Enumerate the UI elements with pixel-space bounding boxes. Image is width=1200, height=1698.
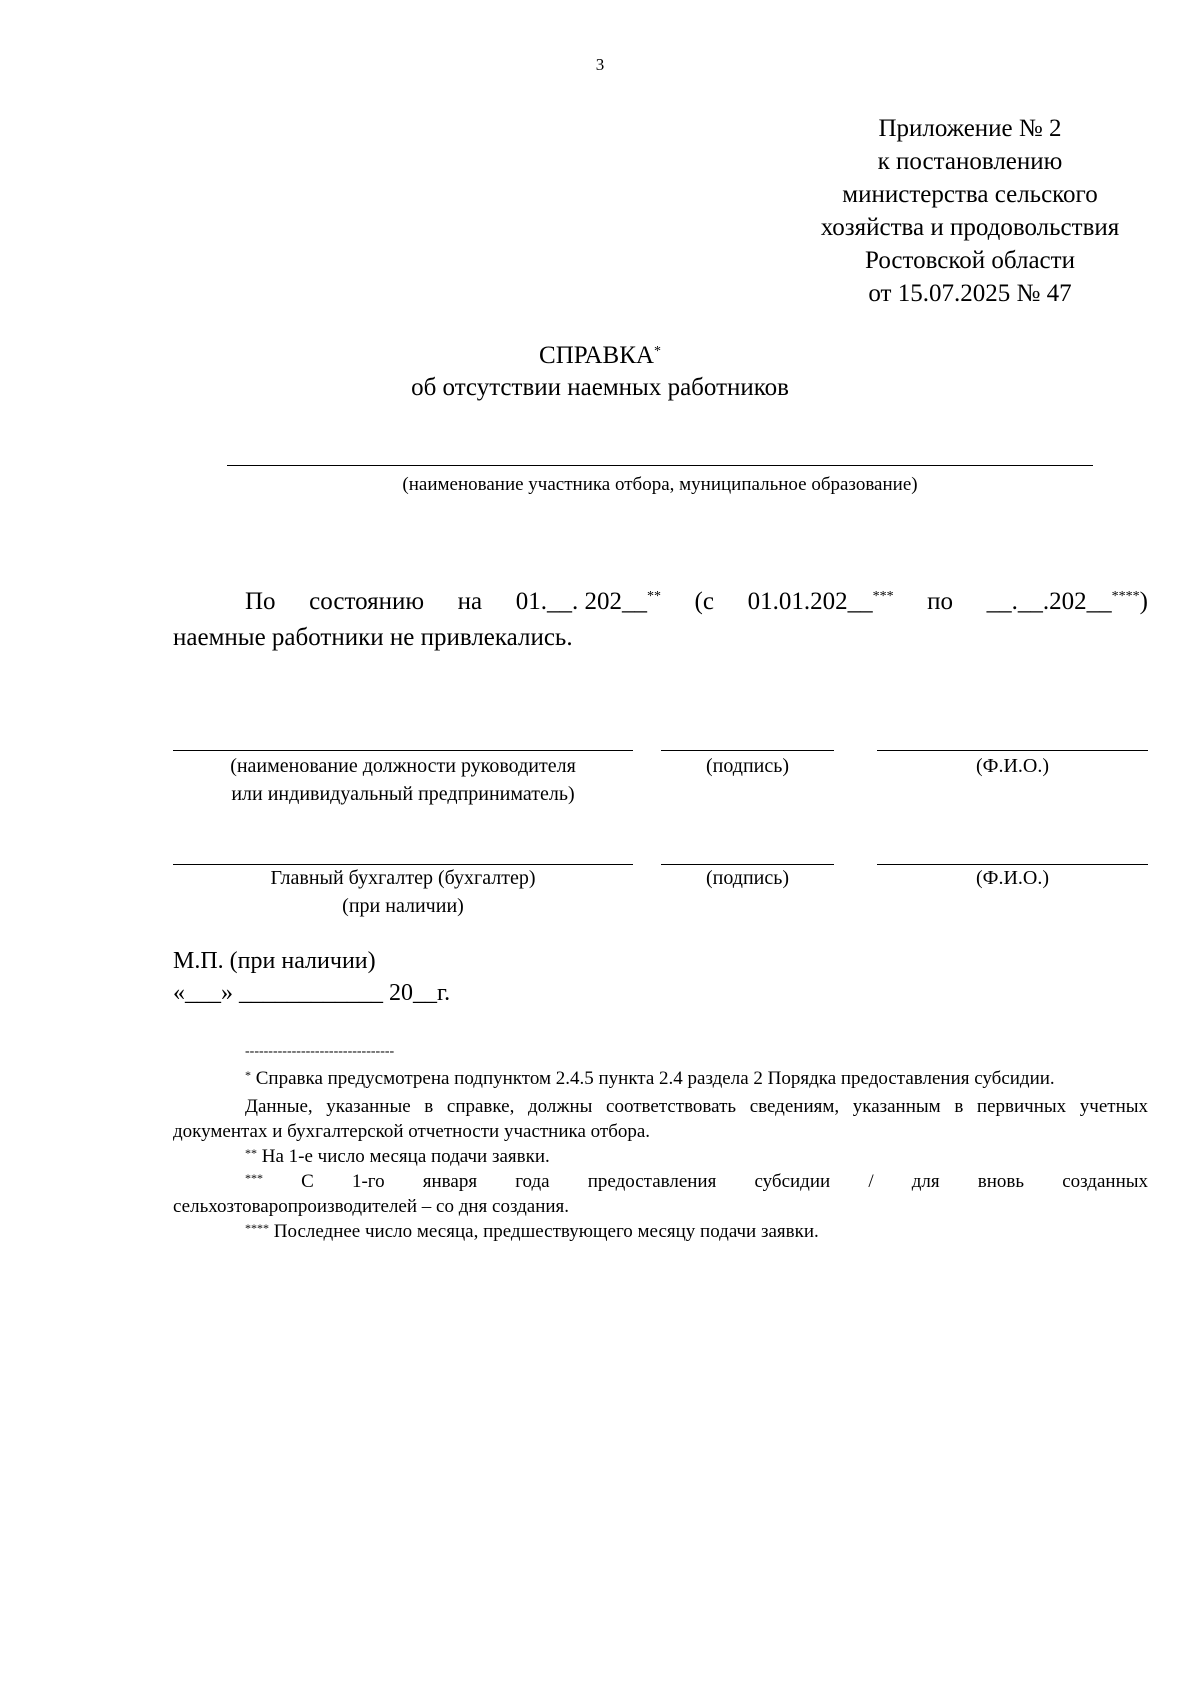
footnote-word: созданных [1062, 1171, 1148, 1192]
statement-word: на [457, 588, 483, 615]
footnote-3-line-1 [173, 1169, 1148, 1194]
head-name-caption: (Ф.И.О.) [975, 755, 1049, 777]
stamp-block [173, 945, 450, 1009]
head-name-line [877, 750, 1148, 751]
org-name-caption: (наименование участника отбора, муниципальное образование) [402, 474, 918, 495]
footnote-word: предоставления [587, 1171, 717, 1192]
title-heading: СПРАВКА [539, 342, 654, 369]
accountant-caption [173, 864, 633, 920]
page-number: 3 [595, 55, 605, 74]
footnote-3-line-2: сельхозтоваропроизводителей – со дня создания. [173, 1196, 570, 1217]
org-name-line [227, 465, 1093, 466]
appendix-block [760, 112, 1180, 310]
caption-line: или индивидуальный предприниматель) [231, 783, 575, 805]
footnote-word: субсидии [754, 1171, 831, 1192]
statement-word: __.__.202__ [986, 588, 1112, 615]
appendix-line: хозяйства и продовольствия [820, 214, 1120, 241]
document-title [0, 340, 1200, 404]
footnote-word: вновь [977, 1171, 1025, 1192]
footnote-word: для [911, 1171, 940, 1192]
statement-line-2: наемные работники не привлекались. [173, 624, 573, 651]
title-footnote-mark: * [653, 344, 661, 359]
head-position-line [173, 750, 633, 751]
statement-word: по [927, 588, 954, 615]
appendix-line: министерства сельского [842, 181, 1098, 208]
footnote-mark: * [245, 1068, 251, 1082]
footnote-mark: **** [1111, 589, 1140, 604]
statement-word: 01.01.202__ [747, 588, 873, 615]
footnote-word: 1-го [351, 1171, 385, 1192]
title-subheading: об отсутствии наемных работников [411, 374, 789, 401]
accountant-signature-caption: (подпись) [705, 867, 790, 889]
appendix-line: Ростовской области [865, 247, 1075, 274]
footnotes-block [173, 1066, 1148, 1244]
footnote-text: Последнее число месяца, предшествующего месяцу подачи заявки. [269, 1221, 819, 1242]
statement-word: 202__ [584, 588, 647, 615]
date-line: «___» ____________ 20__г. [173, 980, 451, 1006]
footnote-mark: **** [245, 1221, 269, 1235]
footnote-1 [173, 1066, 1148, 1091]
statement-word: (с [694, 588, 714, 615]
stamp-label: М.П. (при наличии) [173, 948, 376, 974]
footnote-mark: ** [646, 589, 661, 604]
footnote-word: / [868, 1171, 874, 1192]
footnote-word: года [515, 1171, 550, 1192]
caption-line: (при наличии) [342, 895, 464, 917]
caption-line: (наименование должности руководителя [230, 755, 576, 777]
statement-word: 01.__. [515, 588, 579, 615]
head-signature-caption: (подпись) [705, 755, 790, 777]
footnote-mark: ** [245, 1146, 257, 1160]
footnote-mark: *** [872, 589, 894, 604]
head-signature-line [661, 750, 834, 751]
footnote-word: С [301, 1171, 314, 1192]
footnote-1-extra: Данные, указанные в справке, должны соответствовать сведениям, указанным в первичных учетных документах и бухгалтерской отчетности участника отбора. [173, 1096, 1148, 1142]
footnote-2 [173, 1144, 1148, 1169]
head-position-caption [173, 752, 633, 808]
statement-word: По [245, 588, 276, 615]
appendix-line: от 15.07.2025 № 47 [868, 280, 1072, 307]
accountant-name-caption: (Ф.И.О.) [975, 867, 1049, 889]
statement-word: состоянию [309, 588, 425, 615]
footnote-separator: -------------------------------- [245, 1044, 395, 1059]
caption-line: Главный бухгалтер (бухгалтер) [270, 867, 536, 889]
statement-paragraph [173, 584, 1148, 656]
footnote-word: января [422, 1171, 478, 1192]
footnote-text: На 1-е число месяца подачи заявки. [257, 1146, 550, 1167]
statement-word: ) [1139, 588, 1148, 615]
footnote-4 [173, 1219, 1148, 1244]
footnote-mark: *** [245, 1171, 263, 1185]
appendix-line: Приложение № 2 [878, 115, 1062, 142]
appendix-line: к постановлению [877, 148, 1063, 175]
footnote-text: Справка предусмотрена подпунктом 2.4.5 пункта 2.4 раздела 2 Порядка предоставления субсидии. [251, 1068, 1055, 1089]
